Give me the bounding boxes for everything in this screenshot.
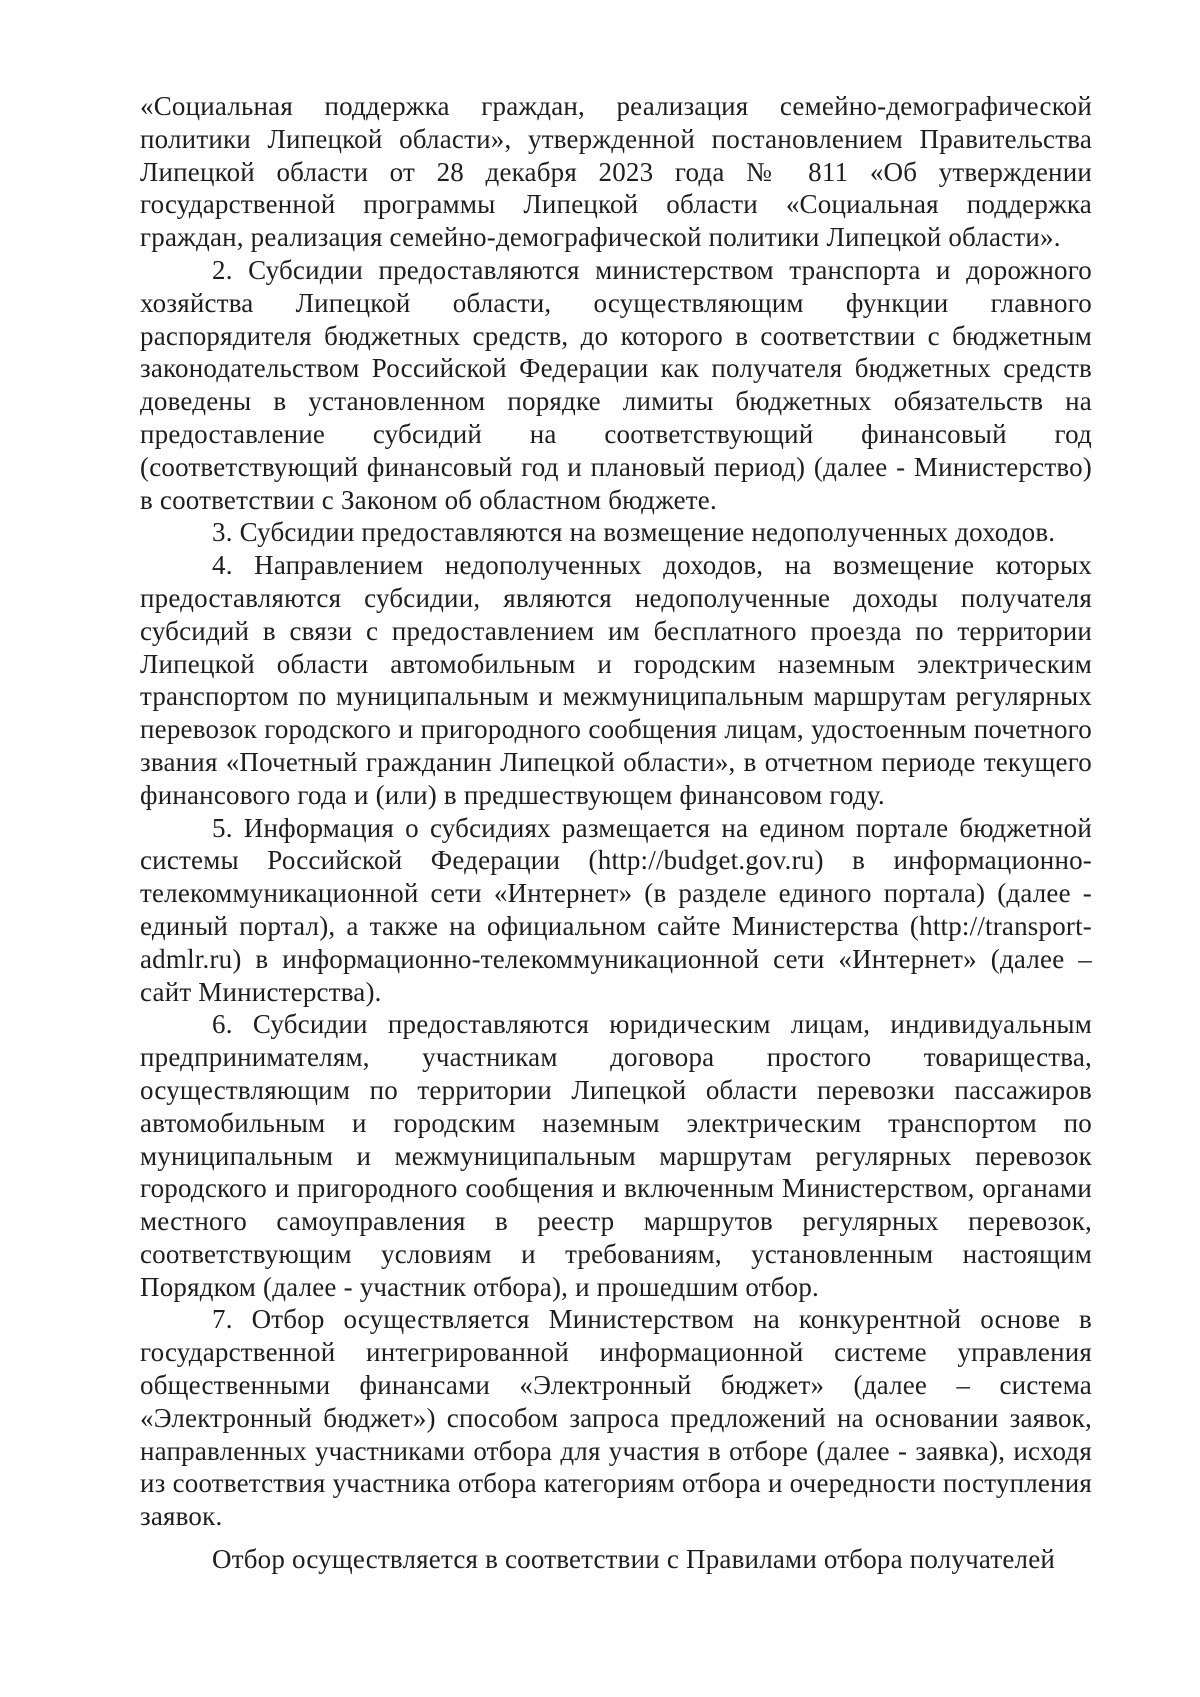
paragraph-5-information: 5. Информация о субсидиях размещается на едином портале бюджетной системы Российской Федерации (http://budget.gov.ru) в информационно-телекоммуникационной сети «Интернет» (в разделе единого портала) (далее - единый портал), а также на официальном сайте Министерства (http://transport-admlr.ru) в информационно-телекоммуникационной сети «Интернет» (далее – сайт Министерства). xyxy=(140,812,1092,1007)
paragraph-4-direction: 4. Направлением недополученных доходов, на возмещение которых предоставляются субсидии, являются недополученные доходы получателя субсидий в связи с предоставлением им бесплатного проезда по территории Липецкой области автомобильным и городским наземным электрическим транспортом по муниципальным и межмуниципальным маршрутам регулярных перевозок городского и пригородного сообщения лицам, удостоенным почетного звания «Почетный гражданин Липецкой области», в отчетном периоде текущего финансового года и (или) в предшествующем финансовом году. xyxy=(140,550,1092,810)
paragraph-7-selection: 7. Отбор осуществляется Министерством на конкурентной основе в государственной интегрированной информационной системе управления общественными финансами «Электронный бюджет» (далее – система «Электронный бюджет») способом запроса предложений на основании заявок, направленных участниками отбора для участия в отборе (далее - заявка), исходя из соответствия участника отбора категориям отбора и очередности поступления заявок. xyxy=(140,1304,1092,1532)
paragraph-program-title-continuation: «Социальная поддержка граждан, реализация семейно-демографической политики Липецкой области», утвержденной постановлением Правительства Липецкой области от 28 декабря 2023 года № 811 «Об утверждении государственной программы Липецкой области «Социальная поддержка граждан, реализация семейно-демографической политики Липецкой области». xyxy=(140,91,1092,253)
paragraph-selection-rules: Отбор осуществляется в соответствии с Правилами отбора получателей xyxy=(212,1544,1056,1575)
paragraph-3-purpose: 3. Субсидии предоставляются на возмещение недополученных доходов. xyxy=(212,517,1056,548)
paragraph-2-ministry: 2. Субсидии предоставляются министерством транспорта и дорожного хозяйства Липецкой области, осуществляющим функции главного распорядителя бюджетных средств, до которого в соответствии с бюджетным законодательством Российской Федерации как получателя бюджетных средств доведены в установленном порядке лимиты бюджетных обязательств на предоставление субсидий на соответствующий финансовый год (соответствующий финансовый год и плановый период) (далее - Министерство) в соответствии с Законом об областном бюджете. xyxy=(140,254,1092,515)
paragraph-6-recipients: 6. Субсидии предоставляются юридическим лицам, индивидуальным предпринимателям, участникам договора простого товарищества, осуществляющим по территории Липецкой области перевозки пассажиров автомобильным и городским наземным электрическим транспортом по муниципальным и межмуниципальным маршрутам регулярных перевозок городского и пригородного сообщения и включенным Министерством, органами местного самоуправления в реестр маршрутов регулярных перевозок, соответствующим условиям и требованиям, установленным настоящим Порядком (далее - участник отбора), и прошедшим отбор. xyxy=(140,1009,1092,1302)
